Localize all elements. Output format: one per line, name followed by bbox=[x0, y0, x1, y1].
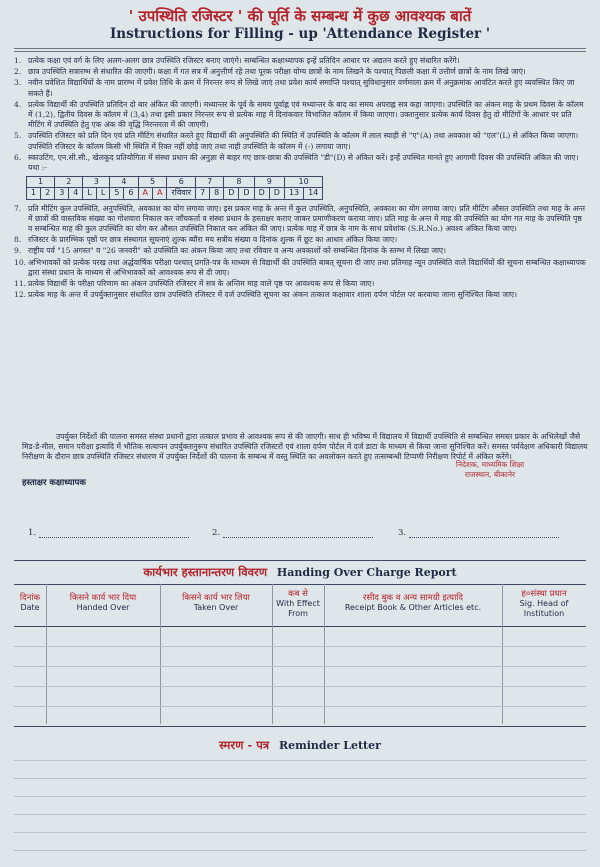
header-hindi: कब से bbox=[288, 589, 308, 599]
column-header-head-signature bbox=[502, 589, 586, 619]
divider bbox=[14, 726, 586, 727]
item-number: 12. bbox=[14, 290, 27, 300]
instruction-item bbox=[14, 56, 588, 66]
mark-cell: 4 bbox=[69, 188, 83, 199]
handover-title-english: Handing Over Charge Report bbox=[276, 566, 457, 579]
handover-title bbox=[0, 565, 600, 580]
table-row-line bbox=[14, 686, 586, 687]
instruction-item bbox=[14, 246, 588, 256]
header-english: With Effect From bbox=[276, 599, 320, 618]
day-cell: 7 bbox=[196, 177, 224, 188]
item-text: रजिस्टर के प्रारम्भिक पृष्ठों पर छात्र संस्थागत सूचनाएं शुल्क ब्यौरा मय सत्रीय संख्या व दिनांक शुल्क में छूट का आधार अंकित किया जाए। bbox=[28, 235, 398, 245]
item-number: 7. bbox=[14, 203, 22, 213]
mark-cell: A bbox=[138, 188, 152, 199]
handover-title-hindi: कार्यभार हस्तानान्तरण विवरण bbox=[143, 565, 268, 579]
instruction-item bbox=[14, 67, 588, 77]
mark-cell: 5 bbox=[110, 188, 124, 199]
slot-number: 3. bbox=[398, 528, 407, 538]
ruled-line bbox=[14, 796, 586, 797]
mark-cell: D bbox=[239, 188, 254, 199]
table-row-line bbox=[14, 706, 586, 707]
directorate-title: निदेशक, माध्यमिक शिक्षा bbox=[455, 460, 525, 469]
closing-paragraph: उपर्युक्त निर्देशों की पालना समस्त संस्था प्रधानों द्वारा तत्काल प्रभाव से आवश्यक रूप से की जाएगी। साथ ही भविष्य में विद्यालय में विद्यार्थी उपस्थिति से सम्बन्धित समस्त प्रकार के अभिलेखों जैसे मिड-डे-मील, समान परीक्षा इत्यादि में भौतिक सत्यापन उपर्युक्तानुरूप संधारित उपस्थिति रजिस्टरों एवं शाला दर्पण पोर्टल में दर्ज डाटा के माध्यम से किया जाना सुनिश्चित करें। समस्त पर्यवेक्षण अधिकारी विद्यालय निरीक्षण के दौरान छात्र उपस्थिति रजिस्टर संधारण में उपर्युक्त निर्देशों की पालना के सम्बन्ध में वस्तु स्थिति का अवलोकन करते हुए तत्सम्बन्धी टिप्पणी निरीक्षण रिपोर्ट में अंकित करेंगे। bbox=[22, 432, 588, 462]
title-hindi: ' उपस्थिति रजिस्टर ' की पूर्ति के सम्बन्ध में कुछ आवश्यक बातें bbox=[128, 7, 472, 25]
day-cell: 2 bbox=[55, 177, 83, 188]
header-hindi: दिनांक bbox=[19, 593, 41, 603]
mark-cell: 13 bbox=[284, 188, 303, 199]
header-hindi: रसीद बुक व अन्य सामग्री इत्यादि bbox=[363, 593, 463, 603]
title-english: Instructions for Filling - up 'Attendance Register ' bbox=[109, 26, 491, 42]
day-cell: 6 bbox=[167, 177, 196, 188]
instruction-item bbox=[14, 258, 588, 278]
column-header-taken-over bbox=[160, 593, 272, 613]
slot-number: 1. bbox=[28, 528, 37, 538]
divider bbox=[14, 626, 586, 627]
reminder-title-english: Reminder Letter bbox=[278, 739, 381, 752]
column-header-handed-over bbox=[46, 593, 160, 613]
instruction-item bbox=[14, 131, 588, 151]
day-number-row bbox=[27, 177, 323, 188]
divider bbox=[14, 48, 586, 49]
day-cell: 4 bbox=[110, 177, 138, 188]
item-text: प्रत्येक कक्षा एवं वर्ग के लिए अलग-अलग छात्र उपस्थिति रजिस्टर बनाए जाएंगे। सम्बन्धित कक्षाध्यापक इन्हें प्रतिदिन आधार पर अद्यतन करते हुए संधारित करेंगे। bbox=[28, 56, 460, 65]
day-cell: 5 bbox=[138, 177, 167, 188]
day-cell: 8 bbox=[224, 177, 254, 188]
directorate-location: राजस्थान, बीकानेर bbox=[464, 470, 516, 479]
slot-number: 2. bbox=[212, 528, 221, 538]
item-text: नवीन प्रवेशित विद्यार्थियों के नाम प्रारम्भ में प्रवेश तिथि के क्रम में निरन्तर रूप से लिखे जाएं तथा प्रवेश कार्य समाप्ति पश्चात् सुविधानुसार वर्णमाला क्रम में अनुक्रमांक आवंटित करते हुए व्यवस्थित किए जा सकते हैं। bbox=[28, 78, 575, 98]
reminder-title-hindi: स्मरण - पत्र bbox=[219, 738, 270, 752]
item-text: प्रत्येक माह के अन्त में उपर्युक्तानुसार संधारित छात्र उपस्थिति रजिस्टर में दर्ज उपस्थिति सूचना का अंकन तत्काल कक्षावार शाला दर्पण पोर्टल पर करवाया जाना सुनिश्चित किया जाए। bbox=[28, 290, 517, 300]
divider bbox=[14, 584, 586, 585]
instruction-item bbox=[14, 204, 588, 235]
item-number: 11. bbox=[14, 279, 27, 289]
mark-row bbox=[27, 188, 323, 199]
ruled-line bbox=[14, 814, 586, 815]
header-hindi: ह०संस्था प्रधान bbox=[521, 589, 567, 599]
column-rule bbox=[160, 584, 161, 724]
column-rule bbox=[502, 584, 503, 724]
mark-cell: D bbox=[224, 188, 239, 199]
item-number: 4. bbox=[14, 99, 22, 109]
class-teacher-signature-label: हस्ताक्षर कक्षाध्यापक bbox=[22, 478, 86, 488]
item-text: प्रत्येक विद्यार्थी के परीक्षा परिणाम का अंकन उपस्थिति रजिस्टर में सत्र के अन्तिम माह वाले पृष्ठ पर आवश्यक रूप से किया जाए। bbox=[28, 279, 375, 289]
column-header-with-effect-from bbox=[272, 589, 324, 619]
instruction-list bbox=[14, 56, 588, 301]
header-english: Handed Over bbox=[76, 603, 130, 612]
mark-cell: रविवार bbox=[167, 188, 196, 199]
divider bbox=[14, 51, 586, 52]
signature-slot[interactable] bbox=[398, 528, 559, 538]
item-number: 3. bbox=[14, 78, 22, 88]
reminder-title bbox=[0, 738, 600, 753]
column-header-date bbox=[14, 593, 46, 613]
ruled-line bbox=[14, 778, 586, 779]
mark-cell: 2 bbox=[41, 188, 55, 199]
mark-cell: 14 bbox=[304, 188, 323, 199]
mark-cell: 3 bbox=[55, 188, 69, 199]
instruction-item bbox=[14, 290, 588, 300]
instruction-item bbox=[14, 100, 588, 131]
column-header-receipt-book bbox=[324, 593, 502, 613]
header-hindi: किसने कार्य भार लिया bbox=[182, 593, 250, 603]
mark-cell: 8 bbox=[210, 188, 224, 199]
instruction-item bbox=[14, 78, 588, 98]
header-english: Date bbox=[20, 603, 40, 612]
mark-cell: 7 bbox=[196, 188, 210, 199]
item-text: स्काउटिंग, एन.सी.सी., खेलकूद प्रतियोगिता में संस्था प्रधान की अनुज्ञा से बाहर गए छात्र-छात्रा की उपस्थिति "डी"(D) से अंकित करें। इन्हें उपस्थित मानते हुए आगामी दिवस की उपस्थिति अंकित की जाए। यथा :- bbox=[28, 152, 579, 173]
item-text: प्रत्येक विद्यार्थी की उपस्थिति प्रतिदिन दो बार अंकित की जाएगी। मध्यान्तर के पूर्व के समय पूर्वाह्न एवं मध्यान्तर के बाद का समय अपराह्न सत्र कहा जाएगा। उपस्थिति का अंकन माह के प्रथम दिवस के कॉलम में (1,2), द्वितीय दिवस के कॉलम में (3,4) तथा इसी प्रकार निरन्तर रूप से प्रत्येक माह में दिनांकवार विभाजित कॉलम में किया जाएगा। उक्तानुसार प्रत्येक कार्य दिवस हेतु दो मीटिंगों के आधार पर प्रति मीटिंग में उपस्थिति हेतु एक अंक की वृद्धि निरन्तरता में की जाएगी। bbox=[28, 99, 584, 130]
mark-cell: D bbox=[269, 188, 284, 199]
header-english: Sig. Head of Institution bbox=[519, 599, 569, 618]
column-rule bbox=[324, 584, 325, 724]
day-cell: 9 bbox=[254, 177, 284, 188]
instruction-item bbox=[14, 235, 588, 245]
item-number: 9. bbox=[14, 246, 22, 256]
item-number: 8. bbox=[14, 235, 22, 245]
day-cell: 3 bbox=[83, 177, 110, 188]
mark-cell: L bbox=[96, 188, 109, 199]
ruled-line bbox=[14, 760, 586, 761]
mark-cell: A bbox=[152, 188, 166, 199]
item-number: 2. bbox=[14, 67, 22, 77]
ruled-line bbox=[14, 832, 586, 833]
table-row-line bbox=[14, 666, 586, 667]
signature-slot[interactable] bbox=[28, 528, 189, 538]
mark-cell: L bbox=[83, 188, 96, 199]
header-english: Taken Over bbox=[193, 603, 239, 612]
instruction-item bbox=[14, 153, 588, 173]
column-rule bbox=[272, 584, 273, 724]
item-text: छात्र उपस्थिति सत्रारम्भ से संधारित की जाएगी। कक्षा में गत सत्र में अनुत्तीर्ण रहे तथा पूरक परीक्षा योग्य छात्रों के नाम लिखने के पश्चात् पिछली कक्षा में उत्तीर्ण छात्रों के नाम लिखे जाएं। bbox=[28, 67, 526, 77]
item-text: अभिभावकों को प्रत्येक परख तथा अर्द्धवार्षिक परीक्षा पश्चात् प्रगति-पत्र के माध्यम से विद्यार्थी की उपस्थिति बाबत् सूचना दी जाए तथा प्रतिमाह न्यून उपस्थिति वाले विद्यार्थियों की सूचना सम्बन्धित कक्षाध्यापक द्वारा संस्था प्रधान के माध्यम से अभिभावकों को आवश्यक रूप से दी जाए। bbox=[28, 257, 586, 277]
mark-cell: 1 bbox=[27, 188, 41, 199]
item-text: उपस्थिति रजिस्टर को प्रति दिन एवं प्रति मीटिंग संधारित करते हुए विद्यार्थी की अनुपस्थिति की स्थिति में उपस्थिति के कॉलम में लाल स्याही से "ए"(A) तथा अवकाश को "एल"(L) से अंकित किया जाएगा। उपस्थिति रजिस्टर के कॉलम किसी भी स्थिति में रिक्त नहीं छोड़े जाएं तथा नाही उपस्थिति के कॉलम में (-) लगाया जाए। bbox=[28, 131, 579, 151]
item-number: 6. bbox=[14, 152, 22, 162]
mark-cell: 6 bbox=[124, 188, 138, 199]
item-number: 10. bbox=[14, 257, 27, 267]
day-cell: 1 bbox=[27, 177, 55, 188]
attendance-example-table bbox=[26, 176, 323, 199]
item-number: 1. bbox=[14, 56, 22, 65]
mark-cell: D bbox=[254, 188, 269, 199]
instruction-item bbox=[14, 279, 588, 289]
header-english: Receipt Book & Other Articles etc. bbox=[344, 603, 482, 612]
item-number: 5. bbox=[14, 131, 22, 141]
ruled-line bbox=[14, 850, 586, 851]
header-hindi: किसने कार्य भार दिया bbox=[69, 593, 137, 603]
signature-slot[interactable] bbox=[212, 528, 373, 538]
table-row-line bbox=[14, 646, 586, 647]
item-text: प्रति मीटिंग कुल उपस्थिति, अनुपस्थिति, अवकाश का योग लगाया जाए। इस प्रकार माह के अन्त में कुल उपस्थिति, अनुपस्थिति, अवकाश का योग लगाया जाए। प्रति मीटिंग औसत उपस्थिति तथा माह के अन्त में छात्रों की वास्तविक संख्या का गोशवारा निकाल कर जाँचकर्ता व संस्था प्रधान के हस्ताक्षर कराए जाकर प्रमाणीकरण कराया जाए। प्रति माह के अन्त में माह की उपस्थिति का योग गत माह के उपस्थिति पृष्ठ व सम्बन्धित माह की कुल उपस्थिति का योग कर औसत उपस्थिति निकाल कर अंकित की जाए। प्रत्येक माह में छात्र के नाम के साथ प्रवेशांक (S.R.No.) अवश्य अंकित किया जाए। bbox=[28, 203, 585, 234]
directorate-signature-block bbox=[420, 460, 560, 480]
day-cell: 10 bbox=[284, 177, 322, 188]
column-rule bbox=[46, 584, 47, 724]
item-text: राष्ट्रीय पर्व "15 अगस्त" व "26 जनवरी" को उपस्थिति का अंकन किया जाए तथा रविवार व अन्य अवकाशों को सम्बन्धित दिनांक के स्तम्भ में लिखा जाए। bbox=[28, 246, 447, 256]
divider bbox=[14, 560, 586, 561]
